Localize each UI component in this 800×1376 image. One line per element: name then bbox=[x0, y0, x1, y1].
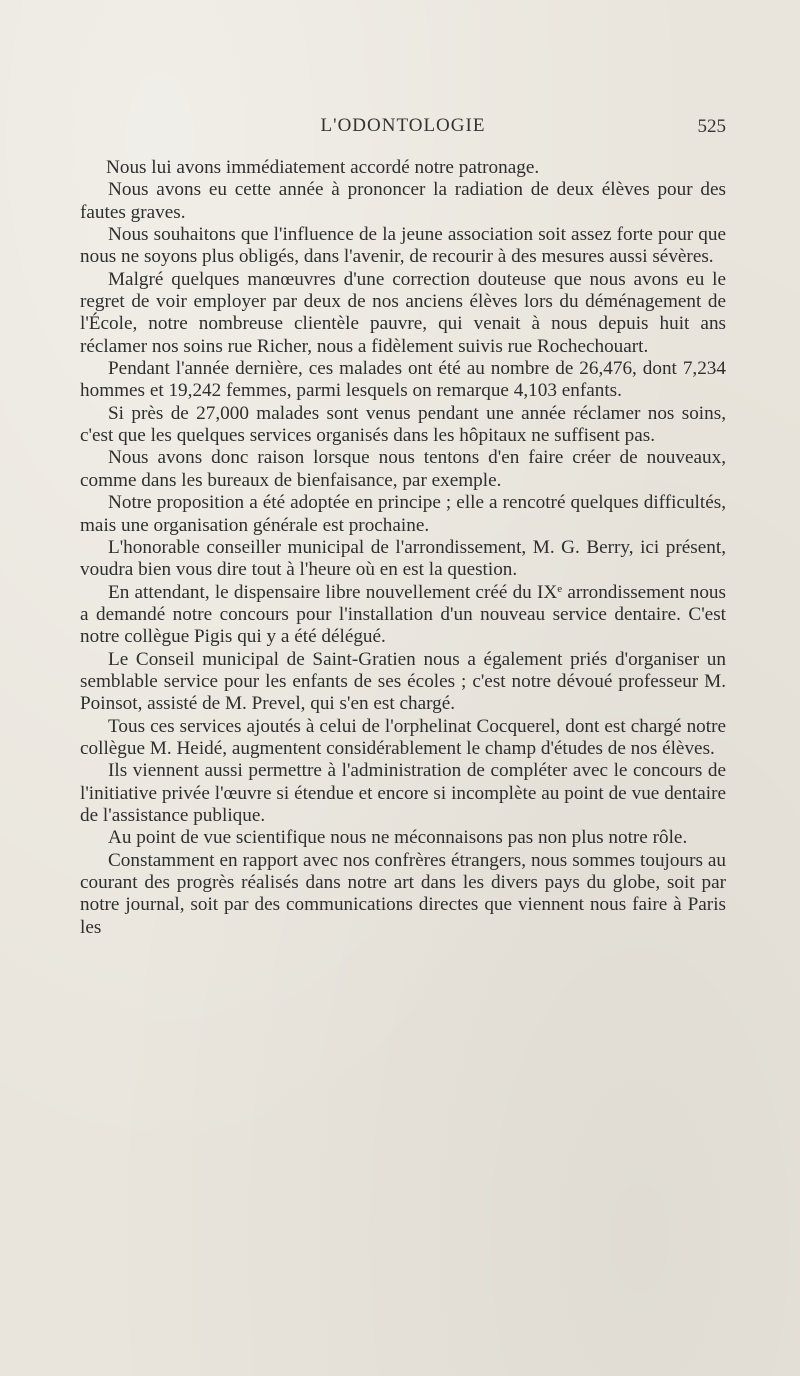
paragraph-11: Le Conseil municipal de Saint-Gratien nous a également priés d'organiser un semblable service pour les enfants de ses écoles ; c'est notre dévoué professeur M. Poinsot, assisté de M. Prevel, qui s'en est chargé. bbox=[80, 648, 726, 715]
paragraph-9: L'honorable conseiller municipal de l'arrondissement, M. G. Berry, ici présent, voudra bien vous dire tout à l'heure où en est la question. bbox=[80, 536, 726, 581]
paragraph-1: Nous lui avons immédiatement accordé notre patronage. bbox=[106, 157, 540, 178]
paragraph-10-start bbox=[108, 582, 562, 603]
paragraph-8: Notre proposition a été adoptée en principe ; elle a rencotré quelques difficultés, mais une organisation générale est prochaine. bbox=[80, 492, 726, 536]
paragraph-10-rest: arrondissement nous a demandé notre concours pour l'installation d'un nouveau service dentaire. C'est notre collègue Pigis qui y a été délégué. bbox=[80, 581, 726, 648]
paragraph-3: Nous souhaitons que l'influence de la jeune association soit assez forte pour que nous ne soyons plus obligés, dans l'avenir, de recourir à des mesures aussi sévères. bbox=[80, 224, 726, 268]
paragraph-10-lead: En attendant, le dispensaire libre nouvellement créé du IX bbox=[108, 581, 558, 603]
page-number: 525 bbox=[697, 116, 726, 137]
paragraph-7: Nous avons donc raison lorsque nous tentons d'en faire créer de nouveaux, comme dans les bureaux de bienfaisance, par exemple. bbox=[80, 447, 726, 491]
paragraph-2: Nous avons eu cette année à prononcer la radiation de deux élèves pour des fautes graves. bbox=[80, 179, 726, 223]
paragraph-4: Malgré quelques manœuvres d'une correction douteuse que nous avons eu le regret de voir employer par deux de nos anciens élèves lors du déménagement de l'École, notre nombreuse clientèle pauvre, qui venait à nous depuis huit ans réclamer nos soins rue Richer, nous a fidèlement suivis rue Rochechouart. bbox=[80, 268, 726, 357]
paragraph-5: Pendant l'année dernière, ces malades ont été au nombre de 26,476, dont 7,234 hommes et 19,242 femmes, parmi lesquels on remarque 4,103 enfants. bbox=[80, 358, 726, 402]
paragraph-15: Constamment en rapport avec nos confrères étrangers, nous sommes toujours au courant des progrès réalisés dans notre art dans les divers pays du globe, soit par notre journal, soit par des communications directes que viennent nous faire à Paris les bbox=[80, 849, 726, 938]
ordinal-superscript: e bbox=[557, 582, 563, 595]
paragraph-10 bbox=[80, 582, 726, 649]
paragraph-6: Si près de 27,000 malades sont venus pendant une année réclamer nos soins, c'est que les quelques services organisés dans les hôpitaux ne suffisent pas. bbox=[80, 402, 726, 447]
running-head bbox=[80, 115, 726, 139]
body-text bbox=[80, 157, 726, 939]
paragraph-12: Tous ces services ajoutés à celui de l'orphelinat Cocquerel, dont est chargé notre collègue M. Heidé, augmentent considérablement le champ d'études de nos élèves. bbox=[80, 715, 726, 759]
paragraph-13: Ils viennent aussi permettre à l'administration de compléter avec le concours de l'initiative privée l'œuvre si étendue et encore si incomplète au point de vue dentaire de l'assistance publique. bbox=[80, 760, 726, 826]
running-title: L'ODONTOLOGIE bbox=[320, 115, 486, 136]
paragraph-14: Au point de vue scientifique nous ne méconnaisons pas non plus notre rôle. bbox=[108, 827, 688, 849]
